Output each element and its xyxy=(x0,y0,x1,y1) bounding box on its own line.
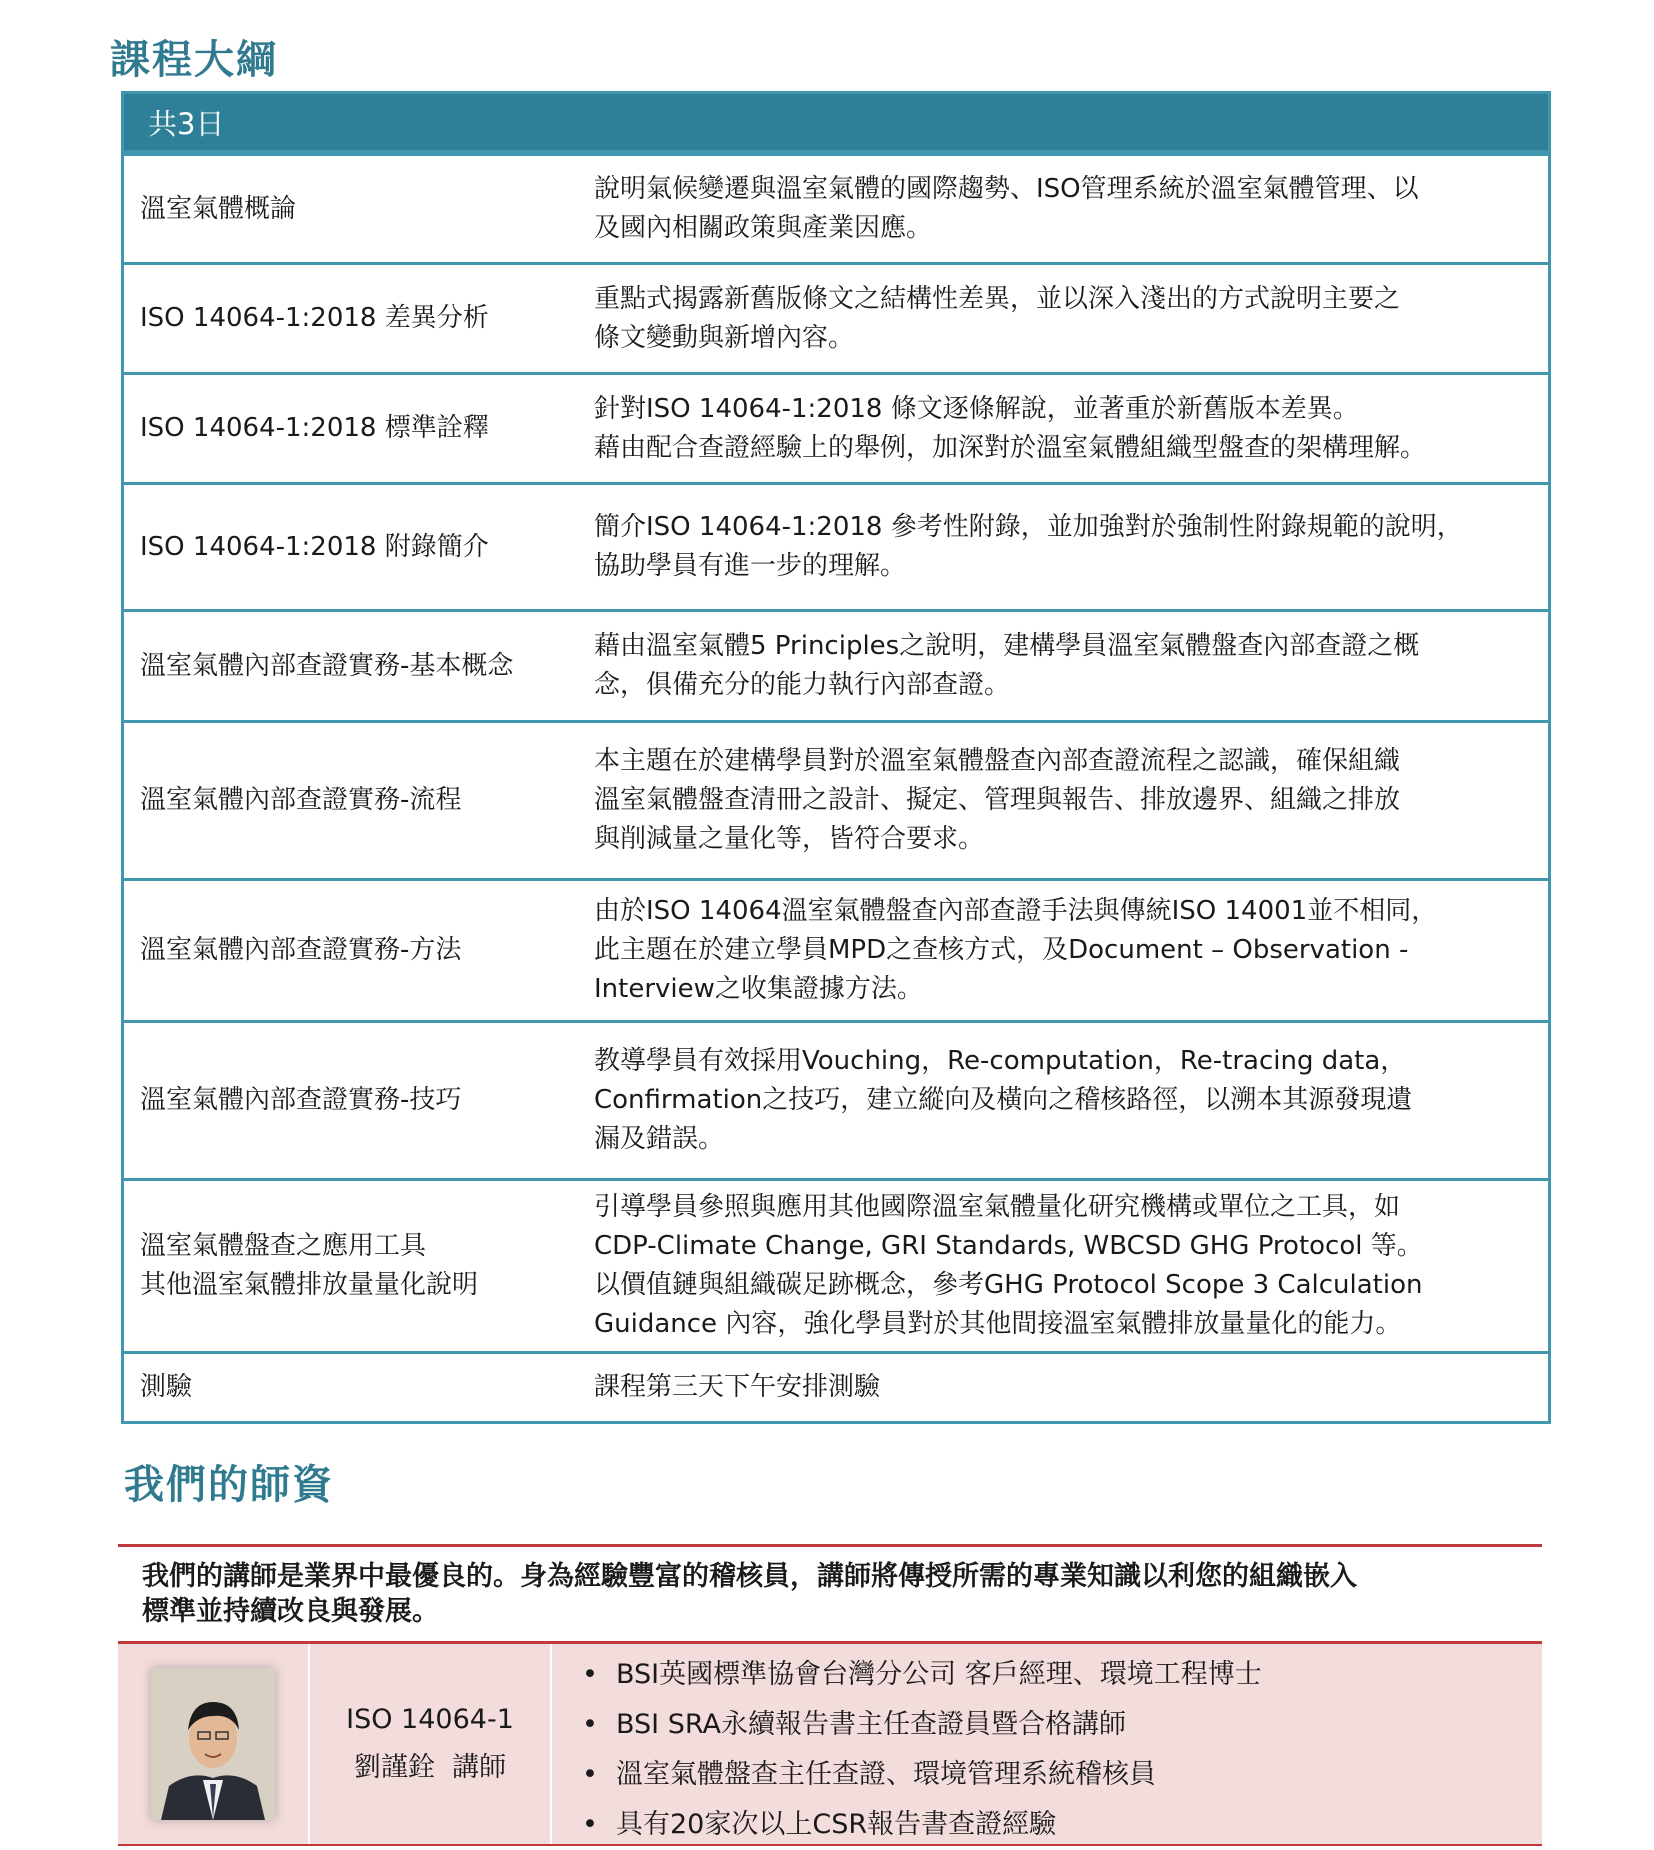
description-cell: 課程第三天下午安排測驗 xyxy=(594,1372,881,1402)
topic-cell: 溫室氣體內部查證實務-方法 xyxy=(140,935,462,965)
topic-cell: ISO 14064-1:2018 附錄簡介 xyxy=(140,531,489,562)
table-row xyxy=(124,720,1548,878)
topic-cell: 溫室氣體內部查證實務-流程 xyxy=(140,785,462,815)
teacher-section xyxy=(118,1544,1542,1846)
photo-cell xyxy=(118,1644,310,1844)
topic-cell: 溫室氣體盤查之應用工具 其他溫室氣體排放量量化說明 xyxy=(140,1231,479,1300)
teacher-intro: 我們的講師是業界中最優良的。身為經驗豐富的稽核員，講師將傳授所需的專業知識以利您的組織嵌入 標準並持續改良與發展。 xyxy=(118,1544,1542,1644)
description-cell: 本主題在於建構學員對於溫室氣體盤查內部查證流程之認識，確保組織 溫室氣體盤查清冊之設計、擬定、管理與報告、排放邊界、組織之排放 與削減量之量化等，皆符合要求。 xyxy=(594,746,1401,854)
table-row xyxy=(124,878,1548,1020)
course-label: ISO 14064-1 xyxy=(346,1704,514,1735)
credentials-list xyxy=(552,1644,1542,1844)
description-cell: 說明氣候變遷與溫室氣體的國際趨勢、ISO管理系統於溫室氣體管理、以 及國內相關政策與產業因應。 xyxy=(594,174,1419,243)
list-item: • 溫室氣體盤查主任查證、環境管理系統稽核員 xyxy=(582,1750,1542,1800)
table-row xyxy=(124,1178,1548,1351)
instructor-photo xyxy=(151,1668,275,1820)
description-cell: 藉由溫室氣體5 Principles之說明，建構學員溫室氣體盤查內部查證之概 念，俱備充分的能力執行內部查證。 xyxy=(594,631,1420,700)
duration-header: 共3日 xyxy=(124,94,1548,153)
description-cell: 簡介ISO 14064-1:2018 參考性附錄，並加強對於強制性附錄規範的說明， 協助學員有進一步的理解。 xyxy=(594,512,1463,581)
table-row xyxy=(124,153,1548,262)
description-cell: 引導學員參照與應用其他國際溫室氣體量化研究機構或單位之工具，如 CDP-Climate Change, GRI Standards, WBCSD GHG Protocol 等。 以價值鏈與組織碳足跡概念，參考GHG Protocol Scope 3 Calculation Guidance 內容，強化學員對於其他間接溫室氣體排放量量化的能力。 xyxy=(594,1192,1423,1339)
outline-title: 課程大綱 xyxy=(110,37,278,83)
table-row xyxy=(124,372,1548,482)
topic-cell: 溫室氣體內部查證實務-基本概念 xyxy=(140,650,514,681)
topic-cell: 溫室氣體內部查證實務-技巧 xyxy=(140,1085,462,1115)
table-row xyxy=(124,1020,1548,1178)
teachers-title: 我們的師資 xyxy=(124,1462,334,1508)
list-item: • BSI英國標準協會台灣分公司 客戶經理、環境工程博士 xyxy=(582,1650,1542,1700)
topic-cell: ISO 14064-1:2018 差異分析 xyxy=(140,303,489,333)
instructor-info xyxy=(310,1644,552,1844)
table-row xyxy=(124,482,1548,609)
description-cell: 教導學員有效採用Vouching，Re-computation，Re-tracing data， Confirmation之技巧，建立縱向及橫向之稽核路徑，以溯本其源發現遺 漏及錯誤。 xyxy=(594,1046,1413,1154)
table-row xyxy=(124,1351,1548,1421)
portrait-icon xyxy=(151,1668,275,1820)
course-outline-table xyxy=(121,91,1551,1424)
instructor-name: 劉謹銓 講師 xyxy=(353,1752,507,1783)
topic-cell: 溫室氣體概論 xyxy=(140,193,297,224)
table-row xyxy=(124,262,1548,372)
topic-cell: 測驗 xyxy=(140,1372,193,1402)
topic-cell: ISO 14064-1:2018 標準詮釋 xyxy=(140,413,489,443)
table-row xyxy=(124,609,1548,720)
description-cell: 由於ISO 14064溫室氣體盤查內部查證手法與傳統ISO 14001並不相同， 此主題在於建立學員MPD之查核方式，及Document – Observation - Interview之收集證據方法。 xyxy=(594,896,1438,1004)
list-item: • BSI SRA永續報告書主任查證員暨合格講師 xyxy=(582,1700,1542,1750)
description-cell: 針對ISO 14064-1:2018 條文逐條解說，並著重於新舊版本差異。 藉由配合查證經驗上的舉例，加深對於溫室氣體組織型盤查的架構理解。 xyxy=(594,393,1427,463)
list-item: • 具有20家次以上CSR報告書查證經驗 xyxy=(582,1800,1542,1850)
teacher-row xyxy=(118,1644,1542,1846)
description-cell: 重點式揭露新舊版條文之結構性差異，並以深入淺出的方式說明主要之 條文變動與新增內容。 xyxy=(594,283,1401,353)
